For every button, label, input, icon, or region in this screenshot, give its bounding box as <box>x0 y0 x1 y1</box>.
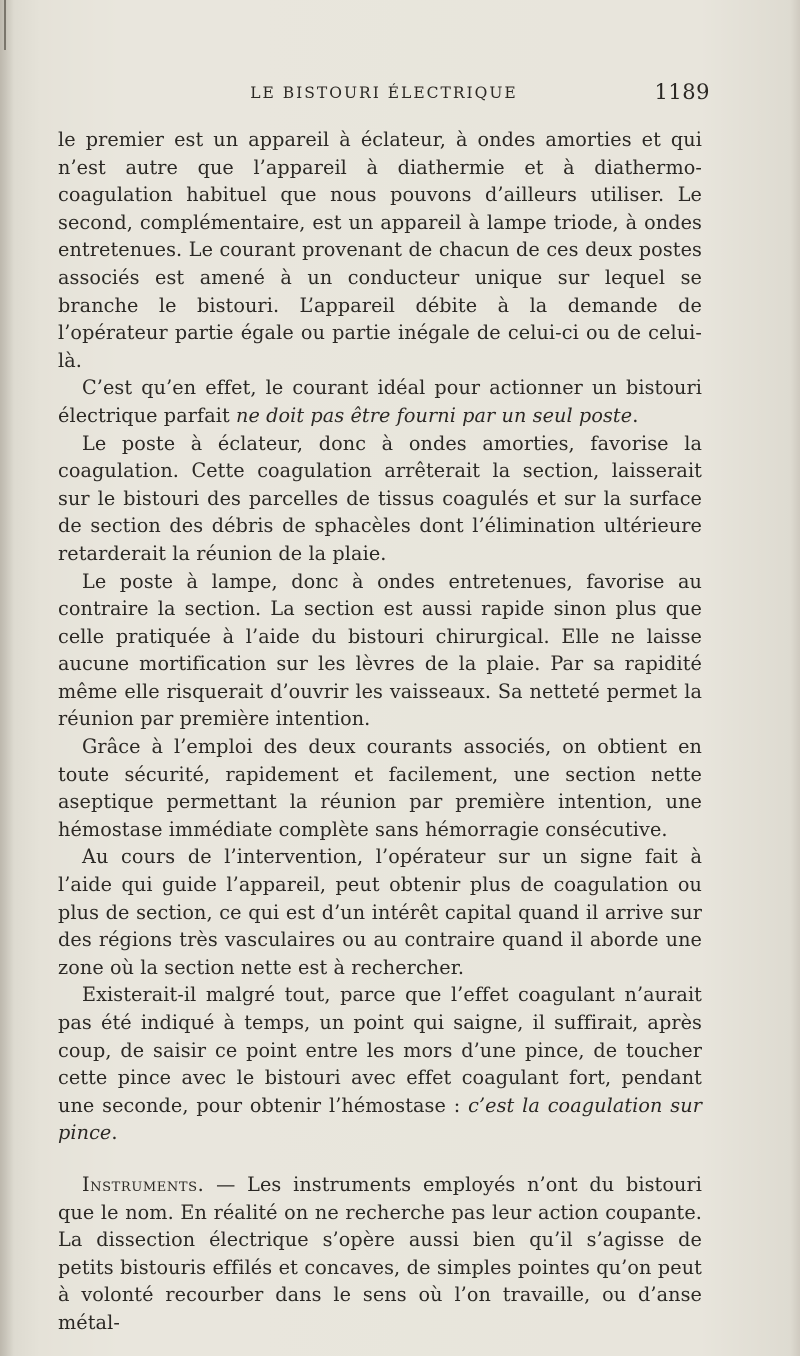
scan-edge-mark <box>4 0 6 50</box>
paragraph <box>58 1171 702 1337</box>
paragraph <box>58 374 702 429</box>
paragraph: le premier est un appareil à éclateur, à ondes amorties et qui n’est autre que l’appareil à diathermie et à diathermo-coagulation habituel que nous pouvons d’ailleurs utiliser. Le second, complémentaire, est un appareil à lampe triode, à ondes entretenues. Le courant provenant de chacun de ces deux postes associés est amené à un conducteur unique sur lequel se branche le bistouri. L’appareil débite à la demande de l’opérateur partie égale ou partie inégale de celui-ci ou de celui-là. <box>58 128 702 372</box>
paragraph-text: . <box>111 1121 118 1145</box>
section-heading: Instruments. <box>82 1172 205 1196</box>
paragraph-text: C’est qu’en effet, le courant idéal pour actionner un bistouri électrique parfait <box>58 376 702 427</box>
emphasis-text: ne doit pas être fourni par un seul poste <box>236 403 633 427</box>
paragraph: Le poste à éclateur, donc à ondes amorties, favorise la coagulation. Cette coagulation arrêterait la section, laisserait sur le bistouri des parcelles de tissus coagulés et sur la surface de section des débris de sphacèles dont l’élimination ultérieure retarderait la réunion de la plaie. <box>58 431 702 565</box>
paragraph-text: — Les instruments employés n’ont du bistouri que le nom. En réalité on ne recherche pas leur action coupante. La dissection électrique s’opère aussi bien qu’il s’agisse de petits bistouris effilés et concaves, de simples pointes qu’on peut à volonté recourber dans le sens où l’on travaille, ou d’anse métal- <box>58 1172 702 1334</box>
page-number: 1189 <box>654 80 710 104</box>
paragraph: Le poste à lampe, donc à ondes entretenues, favorise au contraire la section. La section est aussi rapide sinon plus que celle pratiquée à l’aide du bistouri chirurgical. Elle ne laisse aucune mortification sur les lèvres de la plaie. Par sa rapidité même elle risquerait d’ouvrir les vaisseaux. Sa netteté permet la réunion par première intention. <box>58 569 702 731</box>
paragraph: Grâce à l’emploi des deux courants associés, on obtient en toute sécurité, rapidement et facilement, une section nette aseptique permettant la réunion par première intention, une hémostase immédiate complète sans hémorragie consécutive. <box>58 735 702 841</box>
paragraph-text: . <box>632 403 639 427</box>
page-header <box>58 80 710 110</box>
emphasis-text: c’est la coagulation sur pince <box>58 1093 702 1145</box>
running-title: LE BISTOURI ÉLECTRIQUE <box>250 84 518 102</box>
paragraph-text: Existerait-il malgré tout, parce que l’effet coagulant n’aurait pas été indiqué à temps, un point qui saigne, il suffirait, après coup, de saisir ce point entre les mors d’une pince, de toucher cette pince avec le bistouri avec effet coagulant fort, pendant une seconde, pour obtenir l’hémostase : <box>58 983 702 1117</box>
paragraph <box>58 981 702 1147</box>
body-text <box>58 126 702 1337</box>
binding-shadow <box>0 0 14 1356</box>
paragraph: Au cours de l’intervention, l’opérateur sur un signe fait à l’aide qui guide l’appareil, peut obtenir plus de coagulation ou plus de section, ce qui est d’un intérêt capital quand il arrive sur des régions très vasculaires ou au contraire quand il aborde une zone où la section nette est à rechercher. <box>58 845 702 979</box>
